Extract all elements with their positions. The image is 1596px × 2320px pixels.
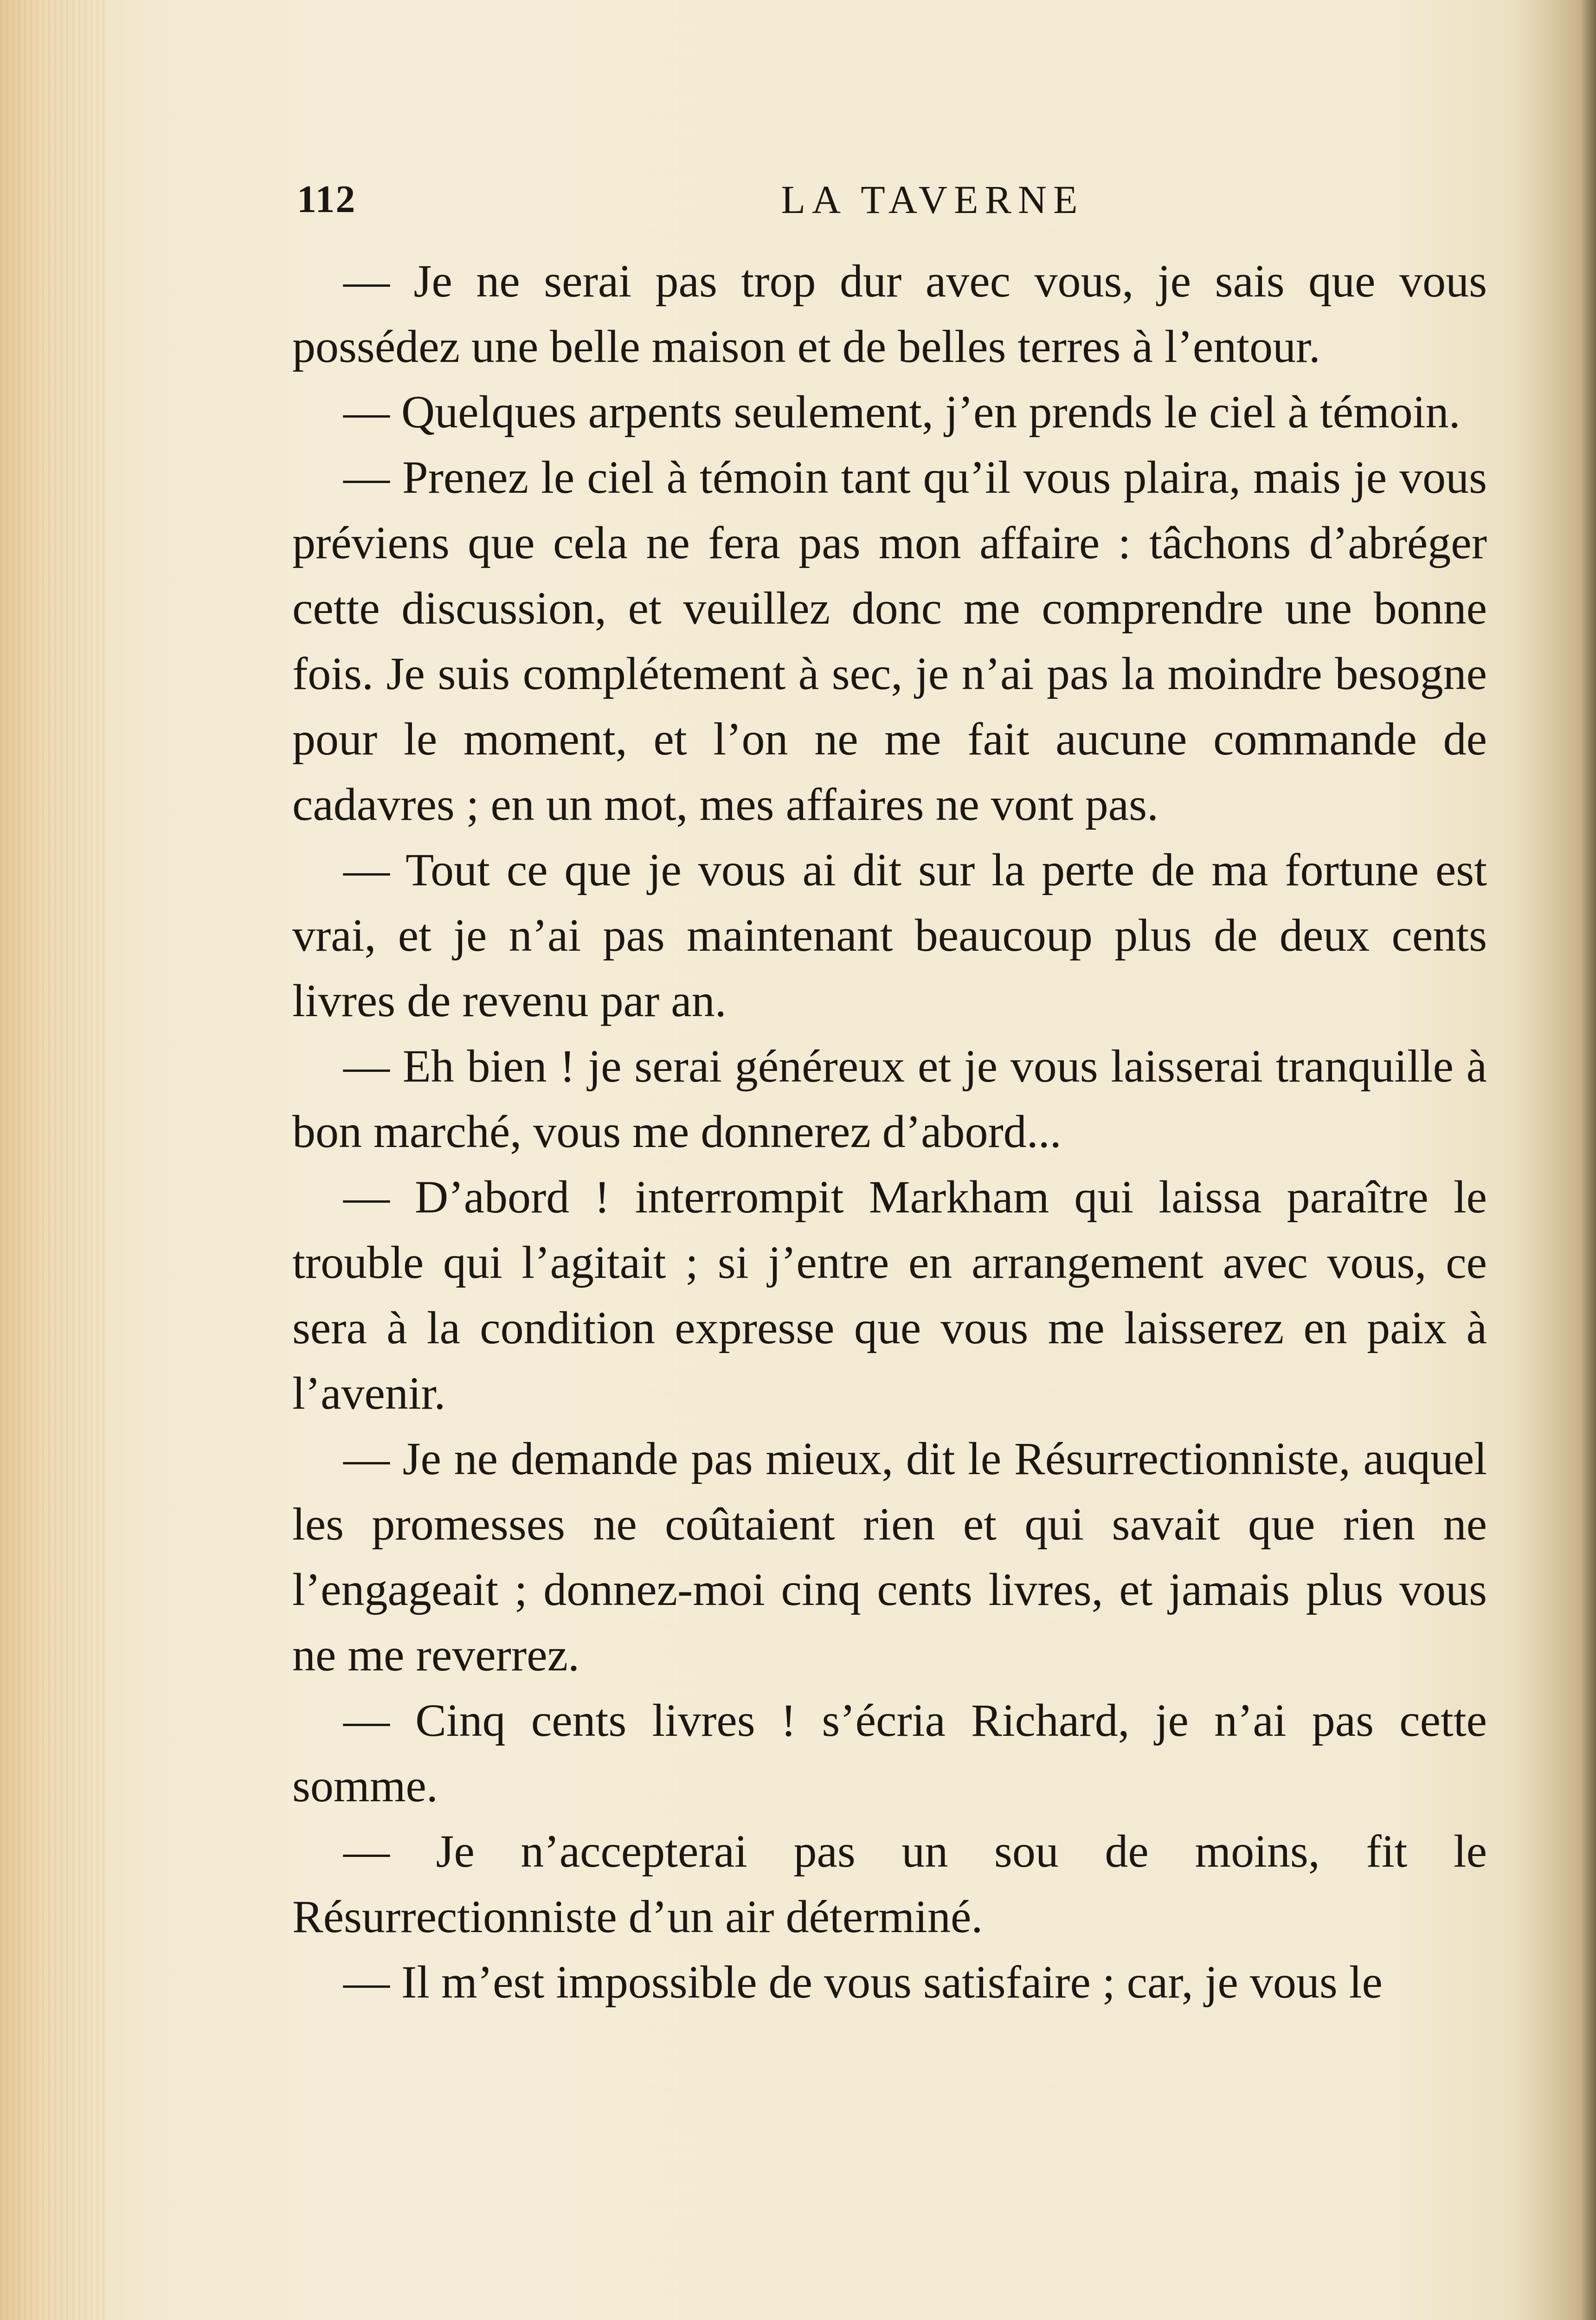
page-header — [297, 172, 1485, 227]
paragraph: — Tout ce que je vous ai dit sur la perte de ma fortune est vrai, et je n’ai pas maintenant beaucoup plus de deux cents livres de revenu par an. — [292, 844, 1487, 1026]
paragraph: — Je ne serai pas trop dur avec vous, je sais que vous possédez une belle maison et de belles terres à l’entour. — [292, 255, 1487, 372]
body-text — [292, 248, 1487, 2015]
paragraph: — Eh bien ! je serai généreux et je vous laisserai tranquille à bon marché, vous me donnerez d’abord... — [292, 1040, 1487, 1157]
paragraph: — Je ne demande pas mieux, dit le Résurrectionniste, auquel les promesses ne coûtaient rien et qui savait que rien ne l’engageait ; donnez-moi cinq cents livres, et jamais plus vous ne me reverrez. — [292, 1433, 1487, 1681]
paragraph: — Quelques arpents seulement, j’en prends le ciel à témoin. — [343, 386, 1461, 438]
paragraph: — Prenez le ciel à témoin tant qu’il vous plaira, mais je vous préviens que cela ne fera pas mon affaire : tâchons d’abréger cette discussion, et veuillez donc me comprendre une bonne fois. Je suis complétement à sec, je n’ai pas la moindre besogne pour le moment, et l’on ne me fait aucune commande de cadavres ; en un mot, mes affaires ne vont pas. — [292, 451, 1487, 830]
running-title: LA TAVERNE — [781, 177, 1084, 222]
paragraph: — D’abord ! interrompit Markham qui laissa paraître le trouble qui l’agitait ; si j’entre en arrangement avec vous, ce sera à la condition expresse que vous me laisserez en paix à l’avenir. — [292, 1171, 1487, 1419]
paragraph: — Je n’accepterai pas un sou de moins, fit le Résurrectionniste d’un air déterminé. — [292, 1825, 1487, 1942]
page-number: 112 — [297, 178, 356, 221]
paragraph: — Il m’est impossible de vous satisfaire ; car, je vous le — [343, 1956, 1383, 2008]
paragraph: — Cinq cents livres ! s’écria Richard, je n’ai pas cette somme. — [292, 1695, 1487, 1811]
